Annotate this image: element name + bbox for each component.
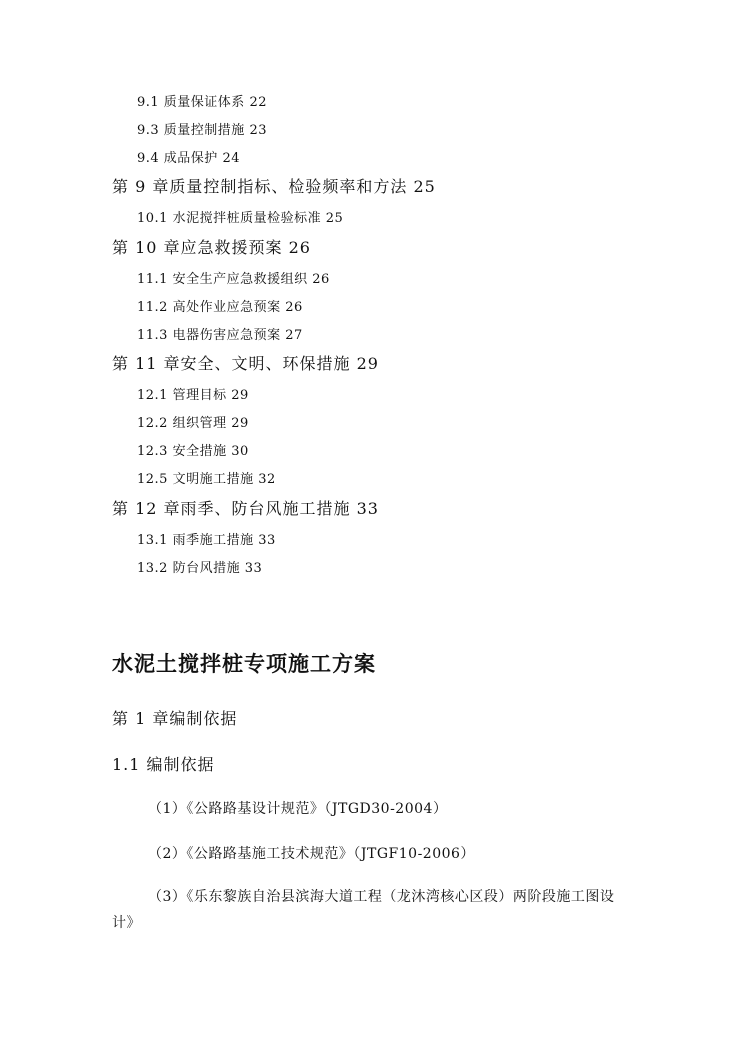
reference-item-2: （2）《公路路基施工技术规范》（JTGF10-2006） xyxy=(148,846,475,862)
toc-chapter-9[interactable]: 第 9 章质量控制指标、检验频率和方法 25 xyxy=(112,177,436,196)
toc-entry-12-3[interactable]: 12.3 安全措施 30 xyxy=(137,444,249,459)
chapter-heading: 第 1 章编制依据 xyxy=(112,709,238,728)
section-heading: 1.1 编制依据 xyxy=(112,755,215,774)
toc-entry-12-5[interactable]: 12.5 文明施工措施 32 xyxy=(137,472,276,487)
toc-entry-11-1[interactable]: 11.1 安全生产应急救援组织 26 xyxy=(137,272,330,287)
toc-entry-12-1[interactable]: 12.1 管理目标 29 xyxy=(137,388,249,403)
reference-item-3-continuation: 计》 xyxy=(112,915,141,931)
toc-entry-12-2[interactable]: 12.2 组织管理 29 xyxy=(137,416,249,431)
toc-entry-11-2[interactable]: 11.2 高处作业应急预案 26 xyxy=(137,300,303,315)
reference-item-1: （1）《公路路基设计规范》（JTGD30-2004） xyxy=(148,801,448,817)
toc-entry-9-1[interactable]: 9.1 质量保证体系 22 xyxy=(137,95,267,110)
toc-chapter-12[interactable]: 第 12 章雨季、防台风施工措施 33 xyxy=(112,499,379,518)
document-title: 水泥土搅拌桩专项施工方案 xyxy=(112,652,376,676)
toc-entry-13-1[interactable]: 13.1 雨季施工措施 33 xyxy=(137,533,276,548)
toc-entry-9-4[interactable]: 9.4 成品保护 24 xyxy=(137,151,240,166)
toc-entry-13-2[interactable]: 13.2 防台风措施 33 xyxy=(137,561,263,576)
toc-chapter-10[interactable]: 第 10 章应急救援预案 26 xyxy=(112,238,311,257)
reference-item-3: （3）《乐东黎族自治县滨海大道工程（龙沐湾核心区段）两阶段施工图设 xyxy=(148,889,615,905)
toc-chapter-11[interactable]: 第 11 章安全、文明、环保措施 29 xyxy=(112,354,379,373)
toc-entry-10-1[interactable]: 10.1 水泥搅拌桩质量检验标准 25 xyxy=(137,211,344,226)
toc-entry-11-3[interactable]: 11.3 电器伤害应急预案 27 xyxy=(137,328,303,343)
toc-entry-9-3[interactable]: 9.3 质量控制措施 23 xyxy=(137,123,267,138)
